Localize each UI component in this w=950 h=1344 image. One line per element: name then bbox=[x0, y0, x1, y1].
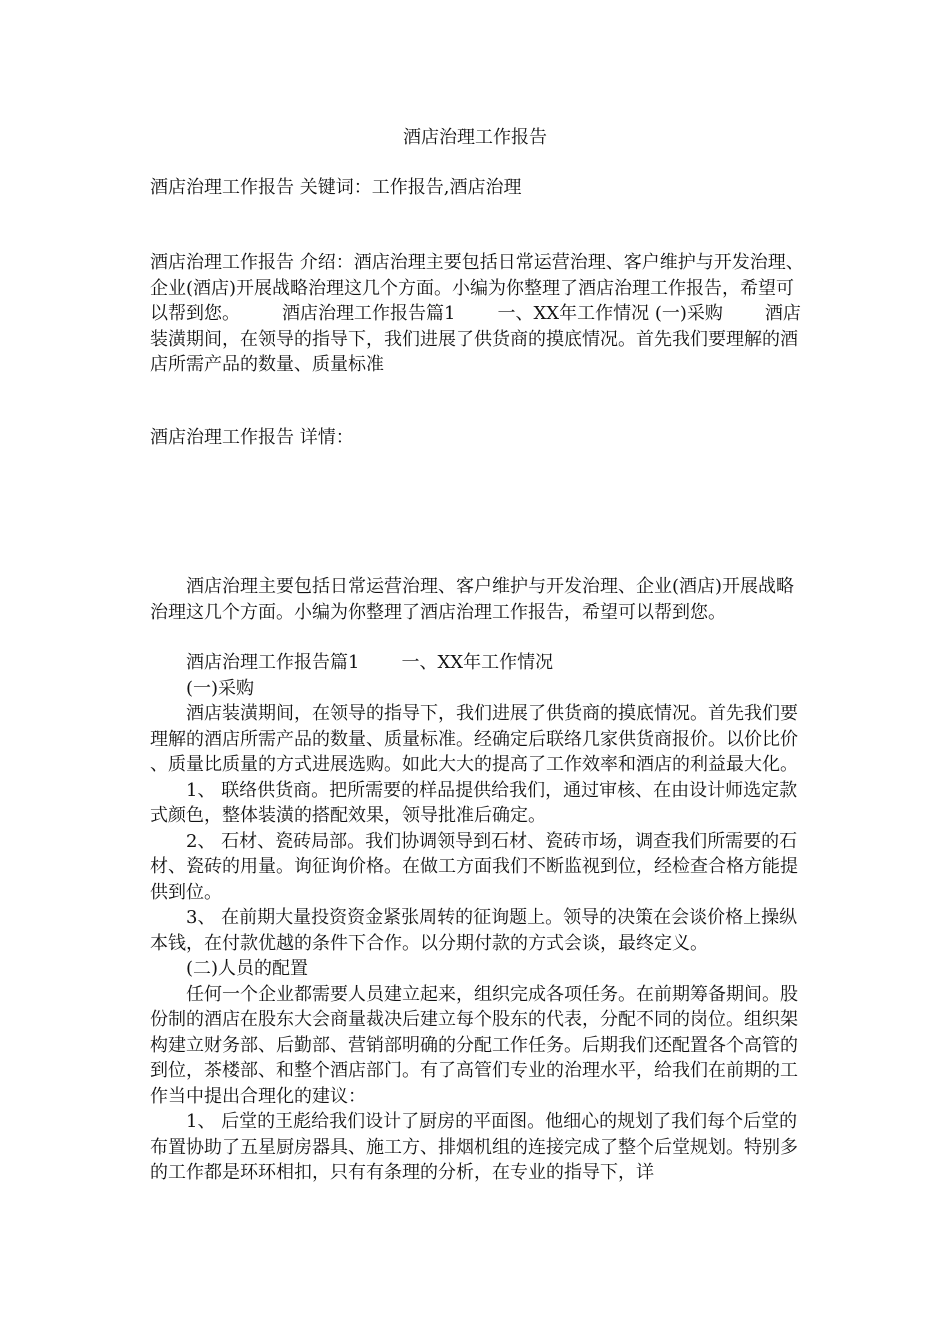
intro-text: 酒店治理工作报告 介绍：酒店治理主要包括日常运营治理、客户维护与开发治理、企业(酒店)开展战略治理这几个方面。小编为你整理了酒店治理工作报告，希望可以帮到您。 bbox=[150, 252, 804, 324]
body-item-kitchen: 1、 后堂的王彪给我们设计了厨房的平面图。他细心的规划了我们每个后堂的布置协助了五星厨房器具、施工方、排烟机组的连接完成了整个后堂规划。特别多的工作都是环环相扣，只有有条理的分析，在专业的指导下，详 bbox=[150, 1111, 798, 1183]
body-item-1: 1、 联络供货商。把所需要的样品提供给我们，通过审核、在由设计师选定款式颜色，整体装潢的搭配效果，领导批准后确定。 bbox=[150, 779, 798, 826]
intro-sub-heading: (一)采购 bbox=[654, 303, 723, 324]
intro-year-heading: 一、XX年工作情况 bbox=[497, 303, 650, 324]
intro-section-heading: 酒店治理工作报告篇1 bbox=[282, 303, 456, 324]
body-heading-staffing: (二)人员的配置 bbox=[186, 958, 309, 979]
section-heading-subtitle: 一、XX年工作情况 bbox=[401, 652, 554, 673]
section-heading-title: 酒店治理工作报告篇1 bbox=[186, 652, 360, 673]
report-body bbox=[150, 574, 810, 1186]
body-paragraph-staffing: 任何一个企业都需要人员建立起来，组织完成各项任务。在前期筹备期间。股份制的酒店在股东大会商量裁决后建立每个股东的代表，分配不同的岗位。组织架构建立财务部、后勤部、营销部明确的分配工作任务。后期我们还配置各个高管的到位，茶楼部、和整个酒店部门。有了高管们专业的治理水平，给我们在前期的工作当中提出合理化的建议： bbox=[150, 983, 798, 1107]
document-title: 酒店治理工作报告 bbox=[403, 127, 547, 148]
keywords-line: 酒店治理工作报告 关键词：工作报告,酒店治理 bbox=[150, 177, 522, 198]
body-paragraph-intro: 酒店治理主要包括日常运营治理、客户维护与开发治理、企业(酒店)开展战略治理这几个方面。小编为你整理了酒店治理工作报告，希望可以帮到您。 bbox=[150, 576, 795, 623]
body-heading-procurement: (一)采购 bbox=[186, 677, 255, 699]
intro-paragraph bbox=[150, 250, 810, 378]
body-item-3: 3、 在前期大量投资资金紧张周转的征询题上。领导的决策在会谈价格上操纵本钱，在付款优越的条件下合作。以分期付款的方式会谈，最终定义。 bbox=[150, 907, 798, 954]
body-section-heading bbox=[150, 650, 810, 676]
body-item-2: 2、 石材、瓷砖局部。我们协调领导到石材、瓷砖市场，调查我们所需要的石材、瓷砖的用量。询征询价格。在做工方面我们不断监视到位，经检查合格方能提供到位。 bbox=[150, 830, 798, 903]
body-paragraph-procurement: 酒店装潢期间，在领导的指导下，我们进展了供货商的摸底情况。首先我们要理解的酒店所需产品的数量、质量标准。经确定后联络几家供货商报价。以价比价 、质量比质量的方式进展选购。如此大大的提高了工作效率和酒店的利益最大化。 bbox=[150, 703, 798, 775]
details-line: 酒店治理工作报告 详情： bbox=[150, 427, 354, 448]
intro-detail: 酒店装潢期间，在领导的指导下，我们进展了供货商的摸底情况。首先我们要理解的酒店所需产品的数量、质量标准 bbox=[150, 303, 801, 375]
